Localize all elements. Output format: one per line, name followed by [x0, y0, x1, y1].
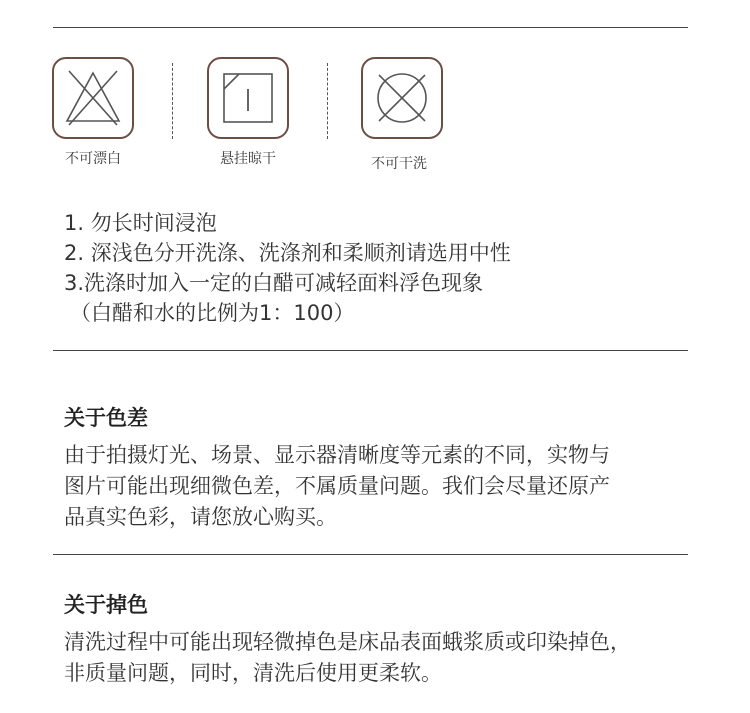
body-line: 非质量问题，同时，清洗后使用更柔软。 [64, 661, 442, 685]
body-line: 图片可能出现细微色差，不属质量问题。我们会尽量还原产 [64, 474, 610, 498]
care-line: 2. 深浅色分开洗涤、洗涤剂和柔顺剂请选用中性 [64, 241, 511, 265]
top-divider [53, 27, 688, 28]
icon-label-bleach: 不可漂白 [65, 151, 121, 167]
separator [327, 63, 328, 139]
section-title-fading: 关于掉色 [64, 593, 148, 617]
icon-label-dry-clean: 不可干洗 [371, 156, 427, 172]
section-title-color-difference: 关于色差 [64, 406, 148, 430]
section-divider [53, 554, 688, 555]
separator [172, 63, 173, 139]
body-line: 清洗过程中可能出现轻微掉色是床品表面蛾浆质或印染掉色， [64, 630, 631, 654]
section-body-fading [64, 627, 704, 689]
body-line: 品真实色彩，请您放心购买。 [64, 505, 337, 529]
care-line: 3.洗涤时加入一定的白醋可减轻面料浮色现象 [64, 271, 484, 295]
body-line: 由于拍摄灯光、场景、显示器清晰度等元素的不同，实物与 [64, 443, 610, 467]
line-dry-icon [207, 57, 289, 139]
care-line: 1. 勿长时间浸泡 [64, 211, 217, 235]
do-not-bleach-icon [52, 57, 134, 139]
do-not-dry-clean-icon [361, 57, 443, 139]
section-body-color-difference [64, 440, 704, 533]
section-divider [53, 350, 688, 351]
care-line: （白醋和水的比例为1：100） [70, 301, 355, 325]
icon-label-line-dry: 悬挂晾干 [220, 151, 276, 167]
